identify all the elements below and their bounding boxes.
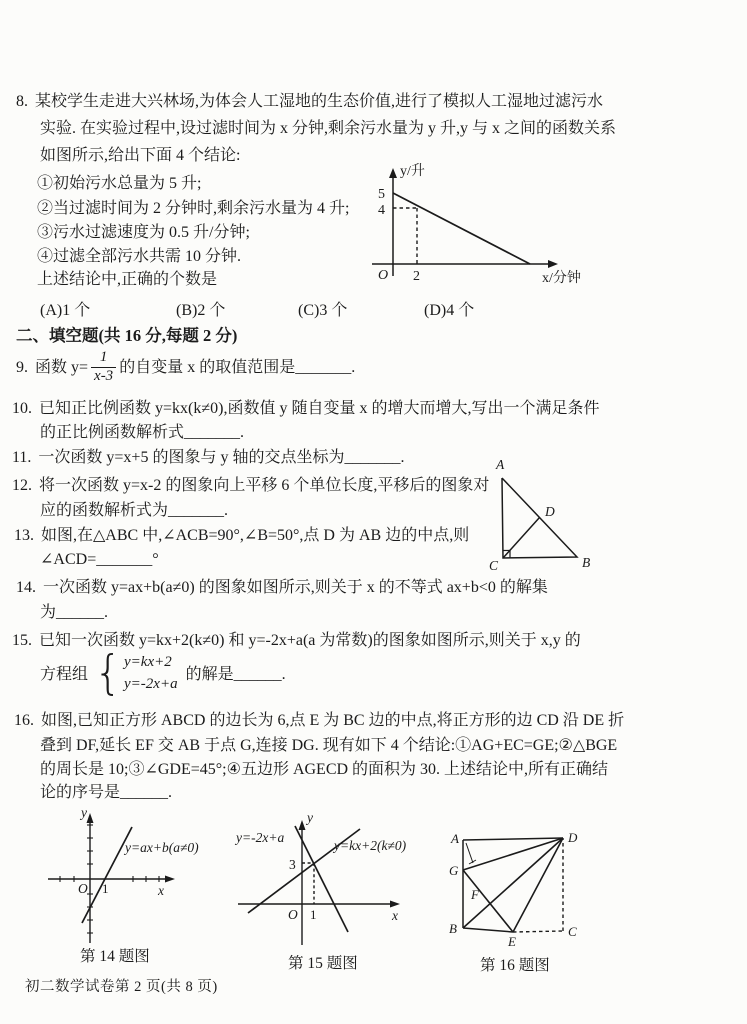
q8-conclusion-4: ④过滤全部污水共需 10 分钟.: [37, 248, 242, 265]
q8-text-1: 某校学生走进大兴林场,为体会人工湿地的生态价值,进行了模拟人工湿地过滤污水: [35, 93, 604, 110]
tick-1: 1: [310, 907, 317, 922]
q10-number: 10.: [12, 400, 32, 417]
x-axis-label: x: [158, 883, 164, 898]
y-axis-label: y/升: [400, 164, 425, 179]
q15-graph-figure: [230, 810, 420, 960]
q15-number: 15.: [12, 632, 32, 649]
y-axis-arrow: [299, 820, 306, 830]
q16-number: 16.: [14, 712, 34, 729]
fig15-caption: 第 15 题图: [288, 955, 358, 972]
edge-ad: [463, 838, 563, 840]
q10-line2: 的正比例函数解析式_______.: [40, 424, 245, 441]
q12-line2: 应的函数解析式为_______.: [40, 502, 229, 519]
system-brace: {: [94, 646, 123, 701]
q8-option-b: (B)2 个: [176, 302, 226, 319]
q8-number: 8.: [16, 93, 28, 110]
q13-text-1: 如图,在△ABC 中,∠ACB=90°,∠B=50°,点 D 为 AB 边的中点,则: [41, 527, 470, 544]
fig14-caption: 第 14 题图: [80, 948, 150, 965]
x-axis-arrow: [390, 901, 400, 908]
section-2-heading: 二、填空题(共 16 分,每题 2 分): [16, 326, 238, 345]
label-a: A: [451, 831, 459, 846]
x-axis-label: x: [392, 908, 398, 923]
q8-line3: 如图所示,给出下面 4 个结论:: [40, 147, 241, 164]
y-axis-label: y: [307, 810, 313, 825]
q13-line2: ∠ACD=_______°: [40, 551, 159, 568]
q13-number: 13.: [14, 527, 34, 544]
q16-line3: 的周长是 10;③∠GDE=45°;④五边形 AGECD 的面积为 30. 上述结论中,所有正确结: [40, 761, 609, 778]
q9-numerator: 1: [99, 349, 108, 366]
label-f: F: [471, 887, 479, 902]
tick-2: 2: [413, 269, 420, 284]
q14-line1: [16, 578, 548, 597]
line-pos-label: y=kx+2(k≠0): [334, 838, 407, 853]
fold-mark: [466, 843, 473, 863]
q12-text-1: 将一次函数 y=x-2 的图象向上平移 6 个单位长度,平移后的图象对: [39, 477, 490, 494]
q15-equations: [124, 652, 178, 696]
q9-line: [16, 348, 355, 386]
y-axis-label: y: [81, 805, 87, 820]
dashed-ec: [513, 931, 563, 932]
label-g: G: [449, 863, 459, 878]
q14-number: 14.: [16, 579, 36, 596]
q16-line4: 论的序号是______.: [40, 784, 173, 801]
origin-label: O: [378, 268, 389, 283]
q8-line1: [16, 92, 603, 111]
q15-pre: 方程组: [40, 665, 89, 683]
function-line: [393, 193, 530, 264]
q8-conclusion-1: ①初始污水总量为 5 升;: [37, 175, 202, 192]
line-equation-label: y=ax+b(a≠0): [125, 840, 199, 855]
q12-number: 12.: [12, 477, 32, 494]
q16-square-figure: [445, 825, 585, 950]
q16-line1: [14, 711, 624, 730]
q9-post: 的自变量 x 的取值范围是_______.: [119, 358, 356, 376]
line-neg-label: y=-2x+a: [236, 830, 285, 845]
label-c: C: [489, 558, 499, 573]
segment-cd: [503, 518, 540, 559]
q8-option-a: (A)1 个: [40, 302, 91, 319]
q8-option-c: (C)3 个: [298, 302, 348, 319]
q14-graph-figure: [30, 805, 220, 950]
q13-line1: [14, 526, 469, 545]
y-axis-arrow: [389, 168, 397, 178]
origin-label: O: [78, 881, 88, 896]
label-b: B: [582, 555, 591, 570]
q11-text-1: 一次函数 y=x+5 的图象与 y 轴的交点坐标为_______.: [38, 449, 405, 466]
q8-option-d: (D)4 个: [424, 302, 475, 319]
q8-conclusion-2: ②当过滤时间为 2 分钟时,剩余污水量为 4 升;: [37, 200, 350, 217]
label-c: C: [568, 924, 577, 939]
page-footer: 初二数学试卷第 2 页(共 8 页): [25, 979, 218, 995]
segment-db: [463, 838, 563, 928]
q14-line2: 为______.: [40, 604, 109, 621]
tick-5: 5: [378, 187, 385, 202]
q8-line2: 实验. 在实验过程中,设过滤时间为 x 分钟,剩余污水量为 y 升,y 与 x 之间的函数关系: [40, 120, 617, 137]
tick-3: 3: [289, 857, 296, 872]
x-axis-arrow: [548, 260, 558, 268]
q15-text-1: 已知一次函数 y=kx+2(k≠0) 和 y=-2x+a(a 为常数)的图象如图所示,则关于 x,y 的: [39, 632, 581, 649]
q9-number: 9.: [16, 358, 28, 376]
q8-conclusion-3: ③污水过滤速度为 0.5 升/分钟;: [37, 224, 250, 241]
q11-number: 11.: [12, 449, 32, 466]
q15-system-row: [40, 646, 286, 701]
label-b: B: [449, 921, 457, 936]
tick-1: 1: [102, 881, 109, 896]
origin-label: O: [288, 907, 298, 922]
y-axis-arrow: [87, 813, 94, 823]
q16-line2: 叠到 DF,延长 EF 交 AB 于点 G,连接 DG. 现有如下 4 个结论:①AG+EC=GE;②△BGE: [40, 737, 618, 754]
label-a: A: [496, 457, 505, 472]
q9-denominator: x-3: [91, 367, 116, 385]
q10-line1: [12, 399, 599, 418]
q8-function-graph: [370, 158, 620, 300]
label-d: D: [545, 504, 555, 519]
label-d: D: [568, 830, 578, 845]
q8-closing: 上述结论中,正确的个数是: [37, 271, 218, 288]
x-axis-arrow: [165, 876, 175, 883]
q14-text-1: 一次函数 y=ax+b(a≠0) 的图象如图所示,则关于 x 的不等式 ax+b<0 的解集: [43, 579, 548, 596]
q11-line1: [12, 448, 404, 467]
edge-be: [463, 928, 513, 932]
q15-eq1: y=kx+2: [124, 654, 172, 671]
q12-line1: [12, 476, 489, 495]
q10-text-1: 已知正比例函数 y=kx(k≠0),函数值 y 随自变量 x 的增大而增大,写出一个满足条件: [39, 400, 600, 417]
q15-eq2: y=-2x+a: [124, 676, 178, 692]
tick-4: 4: [378, 203, 385, 218]
q9-fraction: [91, 349, 116, 385]
fig16-caption: 第 16 题图: [480, 957, 550, 974]
label-e: E: [508, 934, 516, 949]
x-axis-label: x/分钟: [542, 271, 581, 286]
q9-pre: 函数 y=: [35, 358, 89, 376]
q16-text-1: 如图,已知正方形 ABCD 的边长为 6,点 E 为 BC 边的中点,将正方形的边 CD 沿 DE 折: [41, 712, 625, 729]
q13-triangle-figure: [480, 455, 620, 575]
q15-post: 的解是______.: [185, 665, 286, 683]
